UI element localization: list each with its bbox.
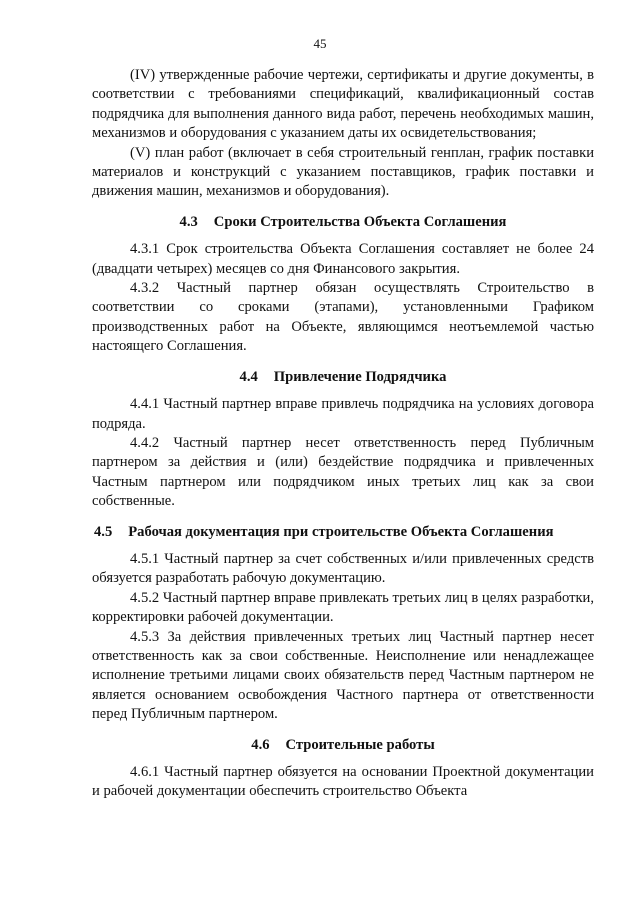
section-title: Рабочая документация при строительстве Объекта Соглашения — [128, 523, 554, 540]
paragraph-4-5-1: 4.5.1 Частный партнер за счет собственных и/или привлеченных средств обязуется разработать рабочую документацию. — [92, 550, 594, 587]
section-heading-4-5 — [94, 523, 594, 542]
paragraph-4-3-1: 4.3.1 Срок строительства Объекта Соглашения составляет не более 24 (двадцати четырех) месяцев со дня Финансового закрытия. — [92, 241, 594, 277]
paragraph-4-4-1: 4.4.1 Частный партнер вправе привлечь подрядчика на условиях договора подряда. — [92, 396, 594, 432]
paragraph-4-4-2: 4.4.2 Частный партнер несет ответственность перед Публичным партнером за действия и (или) бездействие подрядчика и привлеченных Частным партнером или подрядчиком иных третьих лиц как за свои собственные. — [92, 434, 594, 510]
paragraph-4-6-1: 4.6.1 Частный партнер обязуется на основании Проектной документации и рабочей документации обеспечить строительство Объекта — [92, 764, 594, 800]
section-number: 4.5 — [94, 523, 113, 540]
paragraph-iv: (IV) утвержденные рабочие чертежи, сертификаты и другие документы, в соответствии с требованиями спецификаций, квалификационный состав подрядчика для выполнения данного вида работ, перечень необходимых машин, механизмов и оборудования с указанием даты их освидетельствования; — [92, 67, 594, 142]
paragraph-4-3-2: 4.3.2 Частный партнер обязан осуществлять Строительство в соответствии со сроками (этапами), установленными Графиком производственных работ на Объекте, являющимся неотъемлемой частью настоящего Соглашения. — [92, 280, 594, 355]
document-body — [92, 66, 594, 802]
section-title: Сроки Строительства Объекта Соглашения — [213, 213, 507, 230]
paragraph-4-5-2: 4.5.2 Частный партнер вправе привлекать третьих лиц в целях разработки, корректировки рабочей документации. — [92, 589, 594, 626]
paragraph-v: (V) план работ (включает в себя строительный генплан, график поставки материалов и конструкций с указанием поставщиков, график поставки и движения машин, механизмов и оборудования). — [92, 144, 594, 200]
paragraph-4-5-3: 4.5.3 За действия привлеченных третьих лиц Частный партнер несет ответственность как за свои собственные. Неисполнение или ненадлежащее исполнение третьими лицами своих обязательств перед Частным партнером не является основанием освобождения Частного партнера от ответственности перед Публичным партнером. — [92, 628, 594, 723]
section-title: Строительные работы — [285, 736, 435, 753]
section-heading-4-6 — [92, 736, 594, 755]
section-heading-4-4 — [92, 368, 594, 387]
page-number: 45 — [313, 36, 327, 51]
section-heading-4-3 — [92, 213, 594, 232]
section-number: 4.4 — [239, 368, 258, 385]
section-title: Привлечение Подрядчика — [273, 368, 447, 385]
section-number: 4.6 — [251, 736, 270, 753]
section-number: 4.3 — [179, 213, 198, 230]
